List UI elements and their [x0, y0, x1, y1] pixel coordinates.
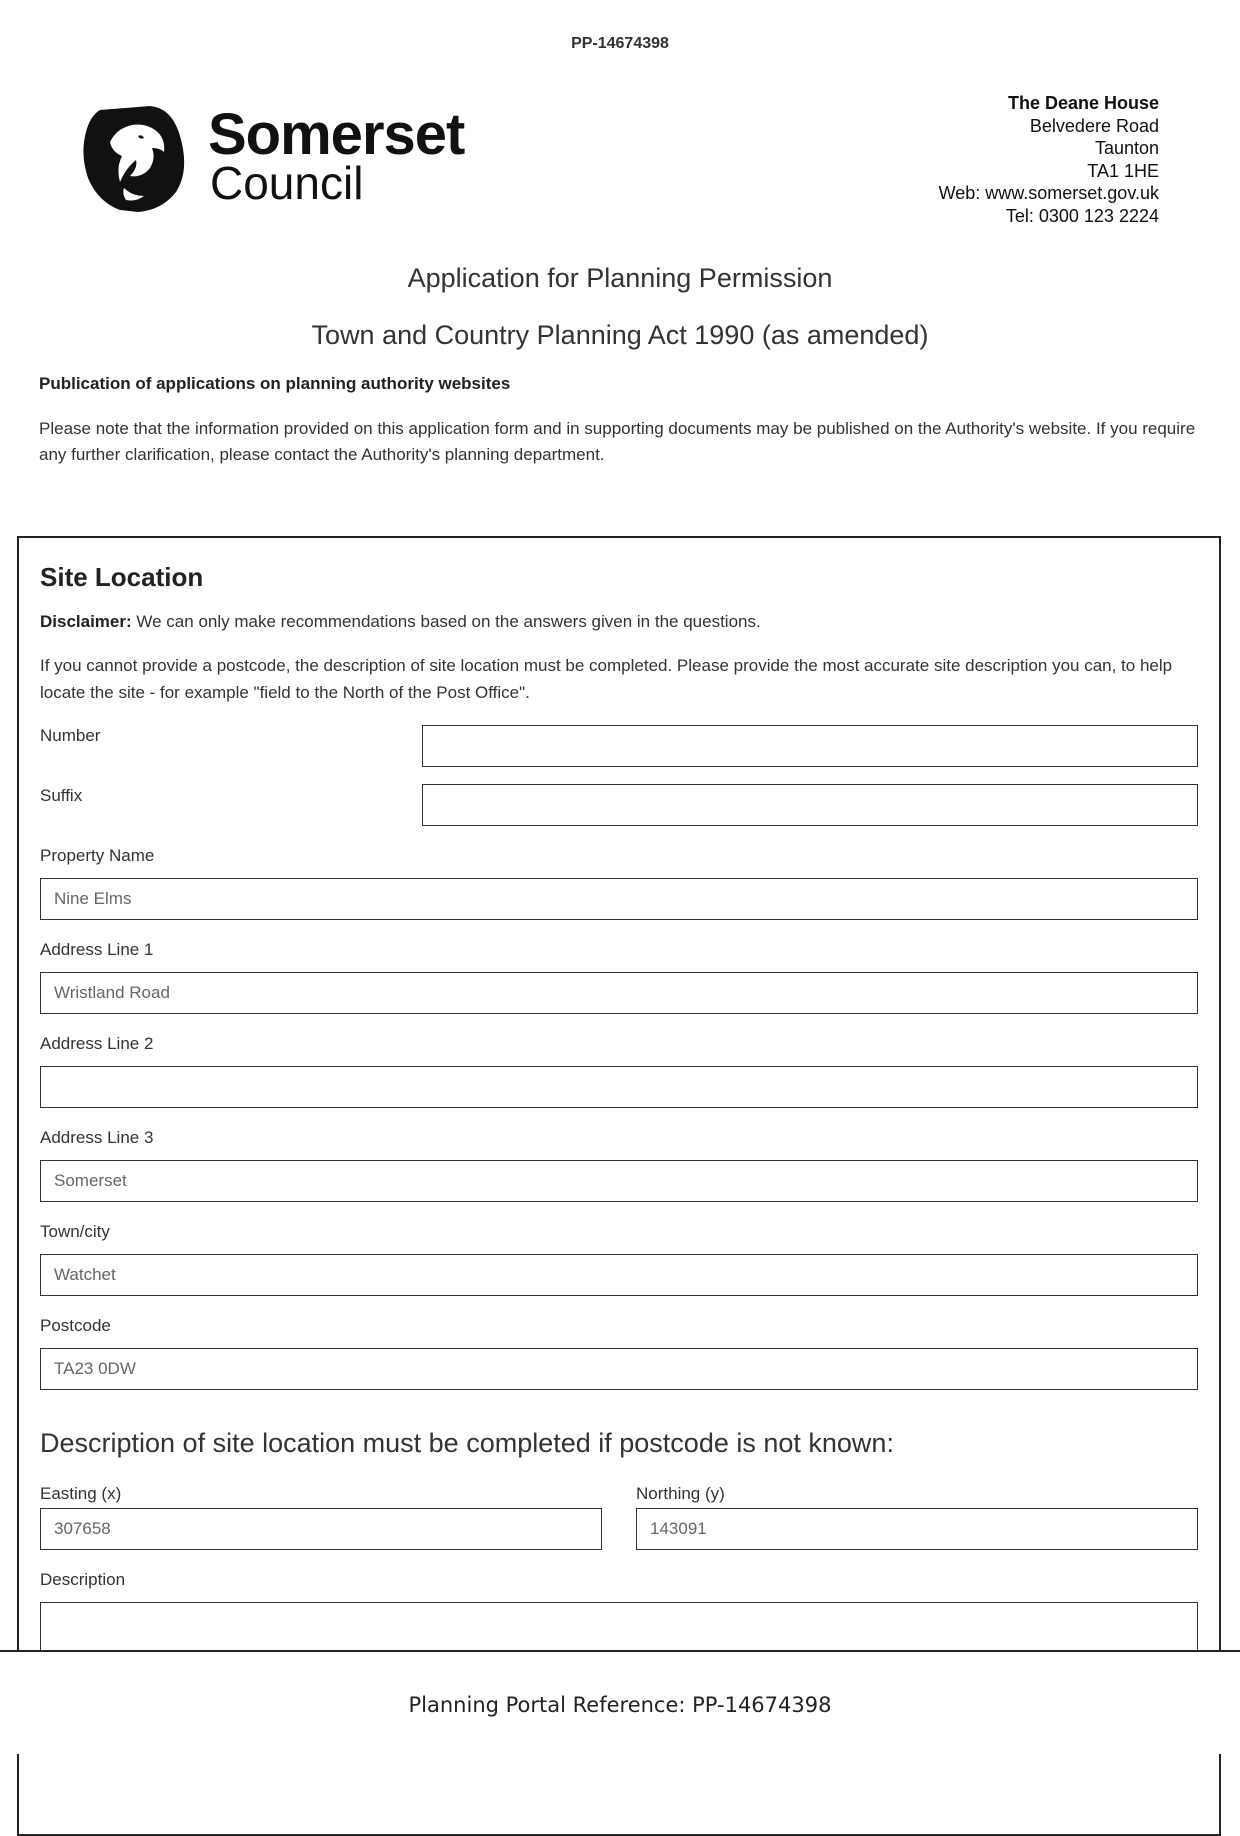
easting-label: Easting (x)	[40, 1484, 122, 1503]
form-title: Application for Planning Permission	[407, 263, 833, 293]
address-line-1-field[interactable]: Wristland Road	[40, 972, 1198, 1014]
address-line-2: Taunton	[1094, 138, 1159, 158]
suffix-label: Suffix	[40, 786, 83, 805]
council-address	[939, 92, 1159, 227]
council-logo	[80, 102, 480, 214]
easting-field[interactable]: 307658	[40, 1508, 602, 1550]
site-info-text: If you cannot provide a postcode, the description of site location must be completed. Please provide the most accurate site description you can, to help locate the site - for example "field to the North of the Post Office".	[40, 656, 1173, 702]
town-label: Town/city	[40, 1222, 110, 1241]
site-location-panel	[17, 536, 1221, 1836]
logo-wordmark-council: Council	[210, 157, 364, 209]
address-line-1-label: Address Line 1	[40, 940, 154, 959]
publication-heading: Publication of applications on planning authority websites	[39, 374, 511, 393]
town-field[interactable]: Watchet	[40, 1254, 1198, 1296]
disclaimer-label: Disclaimer:	[40, 612, 132, 631]
section-title: Site Location	[40, 562, 204, 592]
footer-reference: Planning Portal Reference: PP-14674398	[408, 1693, 832, 1717]
description-label: Description	[40, 1570, 126, 1589]
address-line-2-field[interactable]	[40, 1066, 1198, 1108]
address-line-2-label: Address Line 2	[40, 1034, 154, 1053]
northing-label: Northing (y)	[636, 1484, 725, 1503]
address-name: The Deane House	[1007, 93, 1159, 113]
number-field[interactable]	[422, 725, 1198, 767]
footer-divider	[0, 1650, 1240, 1652]
address-line-3: TA1 1HE	[1087, 160, 1159, 181]
property-name-label: Property Name	[40, 846, 155, 865]
northing-field[interactable]: 143091	[636, 1508, 1198, 1550]
address-line-3-label: Address Line 3	[40, 1128, 154, 1147]
dragon-crest-icon	[80, 102, 192, 214]
suffix-field[interactable]	[422, 784, 1198, 826]
number-label: Number	[40, 726, 101, 745]
address-line-3-field[interactable]: Somerset	[40, 1160, 1198, 1202]
postcode-label: Postcode	[40, 1316, 111, 1335]
address-tel: Tel: 0300 123 2224	[1005, 205, 1159, 226]
property-name-field[interactable]: Nine Elms	[40, 878, 1198, 920]
form-titles	[0, 258, 1240, 355]
form-subtitle: Town and Country Planning Act 1990 (as amended)	[311, 320, 929, 350]
disclaimer	[40, 612, 761, 632]
description-heading: Description of site location must be completed if postcode is not known:	[40, 1428, 894, 1458]
postcode-field[interactable]: TA23 0DW	[40, 1348, 1198, 1390]
publication-text: Please note that the information provided on this application form and in supporting documents may be published on the Authority's website. If you require any further clarification, please contact the Authority's planning department.	[39, 419, 1196, 464]
disclaimer-text: We can only make recommendations based on the answers given in the questions.	[131, 612, 761, 631]
address-web: Web: www.somerset.gov.uk	[938, 183, 1159, 203]
address-line-1: Belvedere Road	[1029, 115, 1159, 136]
reference-number: PP-14674398	[571, 35, 669, 52]
logo-wordmark-somerset: Somerset	[208, 102, 465, 167]
